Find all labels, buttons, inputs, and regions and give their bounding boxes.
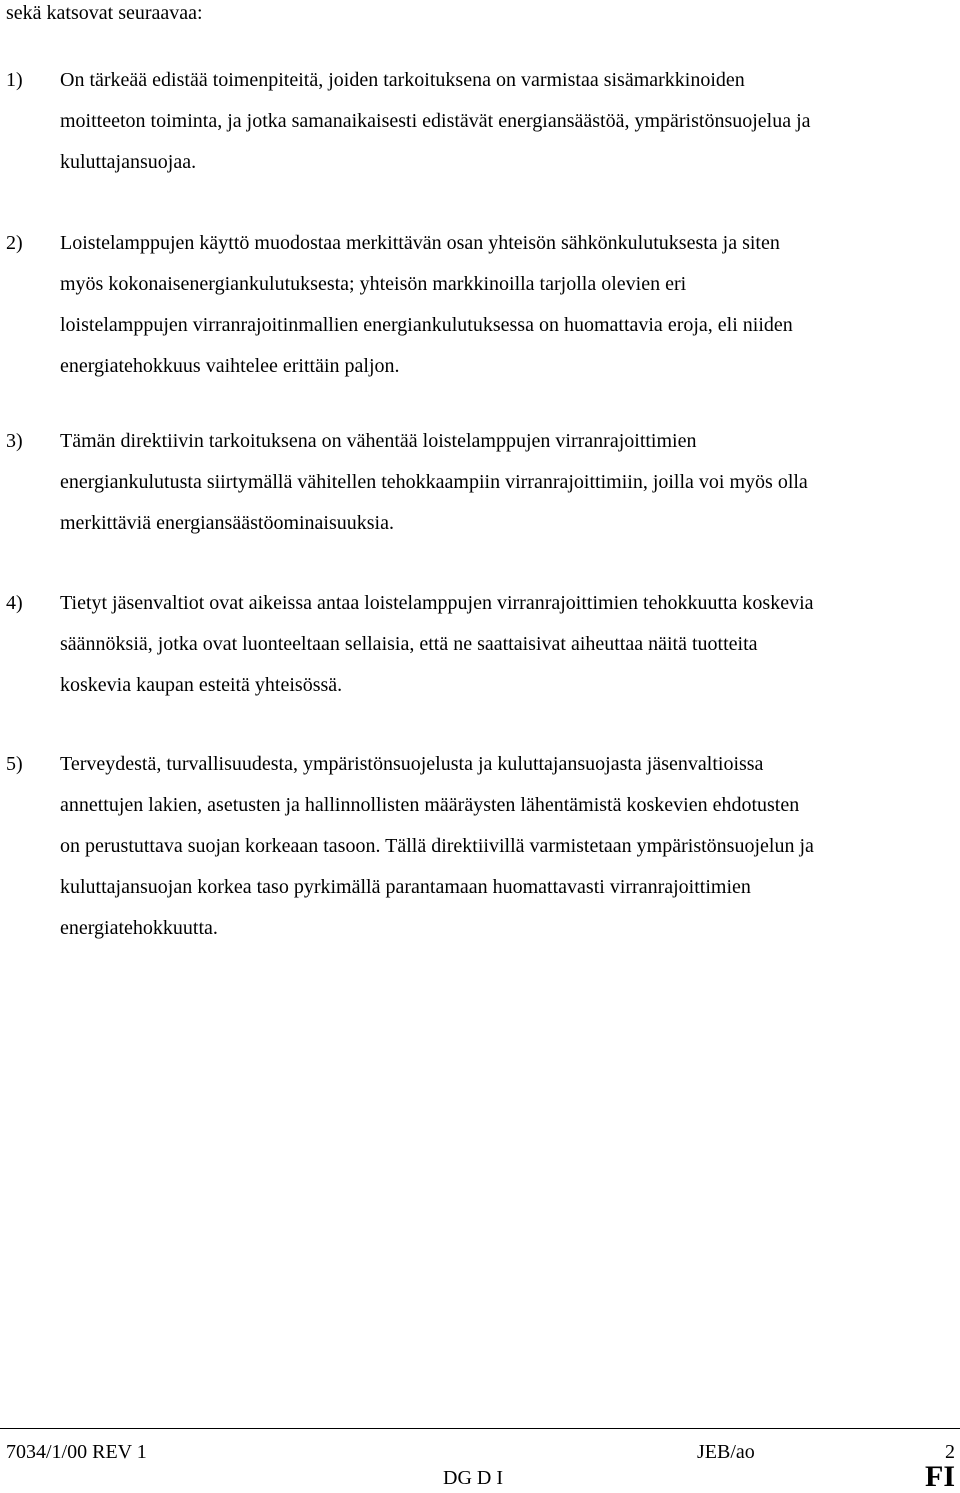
text-line: Tietyt jäsenvaltiot ovat aikeissa antaa loistelamppujen virranrajoittimien tehokkuutta koskevia [60,592,814,614]
text-line: merkittäviä energiansäästöominaisuuksia. [60,512,394,534]
list-item [6,421,956,544]
footer-directorate: DG D I [443,1467,503,1489]
item-number: 2) [6,232,23,254]
list-item [6,223,956,387]
list-item [6,744,956,949]
footer-divider [0,1428,960,1429]
text-line: Tämän direktiivin tarkoituksena on vähentää loistelamppujen virranrajoittimien [60,430,697,452]
text-line: kuluttajansuojaa. [60,151,197,173]
item-text [60,60,956,183]
text-line: energiatehokkuus vaihtelee erittäin paljon. [60,355,400,377]
footer-initials: JEB/ao [697,1441,755,1463]
footer-page-number: 2 [945,1441,955,1463]
text-line: annettujen lakien, asetusten ja hallinnollisten määräysten lähentämistä koskevien ehdotusten [60,794,800,816]
item-number: 4) [6,592,23,614]
text-line: Terveydestä, turvallisuudesta, ympäristönsuojelusta ja kuluttajansuojasta jäsenvaltioissa [60,753,764,775]
text-line: loistelamppujen virranrajoitinmallien energiankulutuksessa on huomattavia eroja, eli niiden [60,314,793,336]
item-number: 3) [6,430,23,452]
text-line: moitteeton toiminta, ja jotka samanaikaisesti edistävät energiansäästöä, ympäristönsuojelua ja [60,110,811,132]
text-line: säännöksiä, jotka ovat luonteeltaan sellaisia, että ne saattaisivat aiheuttaa näitä tuotteita [60,633,758,655]
text-line: Loistelamppujen käyttö muodostaa merkittävän osan yhteisön sähkönkulutuksesta ja siten [60,232,780,254]
text-line: on perustuttava suojan korkeaan tasoon. Tällä direktiivillä varmistetaan ympäristönsuojelun ja [60,835,814,857]
text-line: energiatehokkuutta. [60,917,218,939]
text-line: koskevia kaupan esteitä yhteisössä. [60,674,343,696]
footer-language-code: FI [925,1460,955,1493]
list-item [6,60,956,183]
item-text [60,583,956,706]
text-line: On tärkeää edistää toimenpiteitä, joiden tarkoituksena on varmistaa sisämarkkinoiden [60,69,745,91]
item-number: 5) [6,753,23,775]
text-line: myös kokonaisenergiankulutuksesta; yhteisön markkinoilla tarjolla olevien eri [60,273,687,295]
text-line: energiankulutusta siirtymällä vähitellen tehokkaampiin virranrajoittimiin, joilla voi myös olla [60,471,808,493]
item-text [60,744,956,949]
item-text [60,223,956,387]
footer-document-reference: 7034/1/00 REV 1 [6,1441,147,1463]
intro-text: sekä katsovat seuraavaa: [6,2,203,24]
text-line: kuluttajansuojan korkea taso pyrkimällä parantamaan huomattavasti virranrajoittimien [60,876,751,898]
item-number: 1) [6,69,23,91]
list-item [6,583,956,706]
item-text [60,421,956,544]
